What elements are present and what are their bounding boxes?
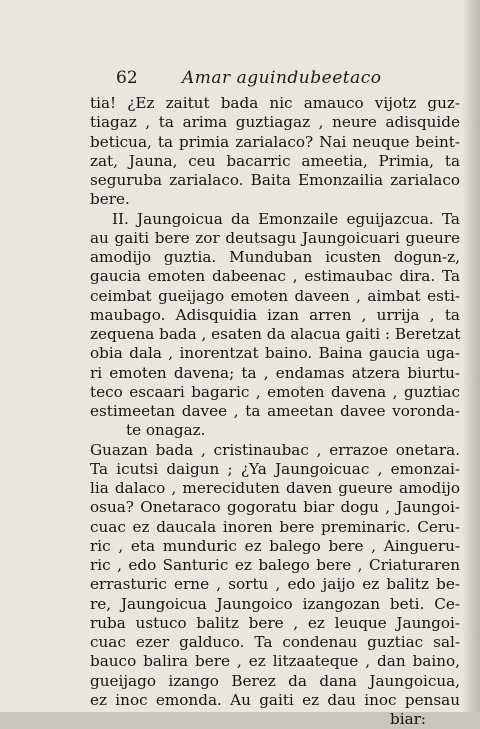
text-line: Ta icutsi daigun ; ¿Ya Jaungoicuac , emonzai- <box>90 459 460 478</box>
text-line: zat, Jauna, ceu bacarric ameetia, Primia, ta <box>90 151 460 170</box>
text-line: au gaiti bere zor deutsagu Jaungoicuari gueure <box>90 228 460 247</box>
text-line: II. Jaungoicua da Emonzaile eguijazcua. Ta <box>112 209 460 228</box>
text-line: ruba ustuco balitz bere , ez leuque Jaungoi- <box>90 613 460 632</box>
page-header <box>116 68 446 92</box>
text-line: amodijo guztia. Munduban icusten dogun-z, <box>90 248 460 266</box>
text-line: bauco balira bere , ez litzaateque , dan baino, <box>90 652 460 671</box>
text-line: re, Jaungoicua Jaungoico izangozan beti. Ce- <box>90 594 460 613</box>
text-line: ric , edo Santuric ez balego bere , Criaturaren <box>90 556 460 574</box>
text-line: estimeetan davee , ta ameetan davee voronda- <box>90 402 460 420</box>
text-line: cuac ez daucala inoren bere preminaric. Ceru- <box>90 517 460 536</box>
text-line: obia dala , inorentzat baino. Baina gaucia uga- <box>90 344 460 363</box>
text-line: beticua, ta primia zarialaco? Nai neuque beint- <box>90 132 460 151</box>
text-line: seguruba zarialaco. Baita Emonzailia zarialaco <box>90 171 460 189</box>
running-title: Amar aguindubeetaco <box>182 68 382 88</box>
text-line: ric , eta munduric ez balego bere , Aingueru- <box>90 536 460 555</box>
page-gutter-shadow <box>462 0 480 712</box>
text-line: maubago. Adisquidia izan arren , urrija , ta <box>90 305 460 324</box>
page-body-text <box>90 94 460 729</box>
text-line: gaucia emoten dabeenac , estimaubac dira. Ta <box>90 267 460 286</box>
text-line: ez inoc emonda. Au gaiti ez dau inoc pensau <box>90 690 460 709</box>
text-line: ceimbat gueijago emoten daveen , aimbat esti- <box>90 286 460 305</box>
text-line: teco escaari bagaric , emoten davena , guztiac <box>90 382 460 401</box>
text-line: errasturic erne , sortu , edo jaijo ez balitz be- <box>90 575 460 594</box>
text-line: ri emoten davena; ta , endamas atzera biurtu- <box>90 363 460 382</box>
text-line: zequena bada , esaten da alacua gaiti : Beretzat <box>90 325 461 343</box>
text-line: lia dalaco , mereciduten daven gueure amodijo <box>90 479 460 497</box>
text-line: cuac ezer galduco. Ta condenau guztiac sal- <box>90 633 460 651</box>
text-line: bere. <box>90 190 130 209</box>
text-line: gueijago izango Berez da dana Jaungoicua, <box>90 671 460 690</box>
text-line: Guazan bada , cristinaubac , errazoe onetara. <box>90 440 460 459</box>
text-line: biar: <box>390 710 427 728</box>
page-number: 62 <box>116 68 138 88</box>
text-line: tiagaz , ta arima guztiagaz , neure adisquide <box>90 113 460 132</box>
text-line: tia! ¿Ez zaitut bada nic amauco vijotz guz- <box>90 94 460 112</box>
text-line: osua? Onetaraco gogoratu biar dogu , Jaungoi- <box>90 498 460 517</box>
text-line: te onagaz. <box>126 421 206 440</box>
